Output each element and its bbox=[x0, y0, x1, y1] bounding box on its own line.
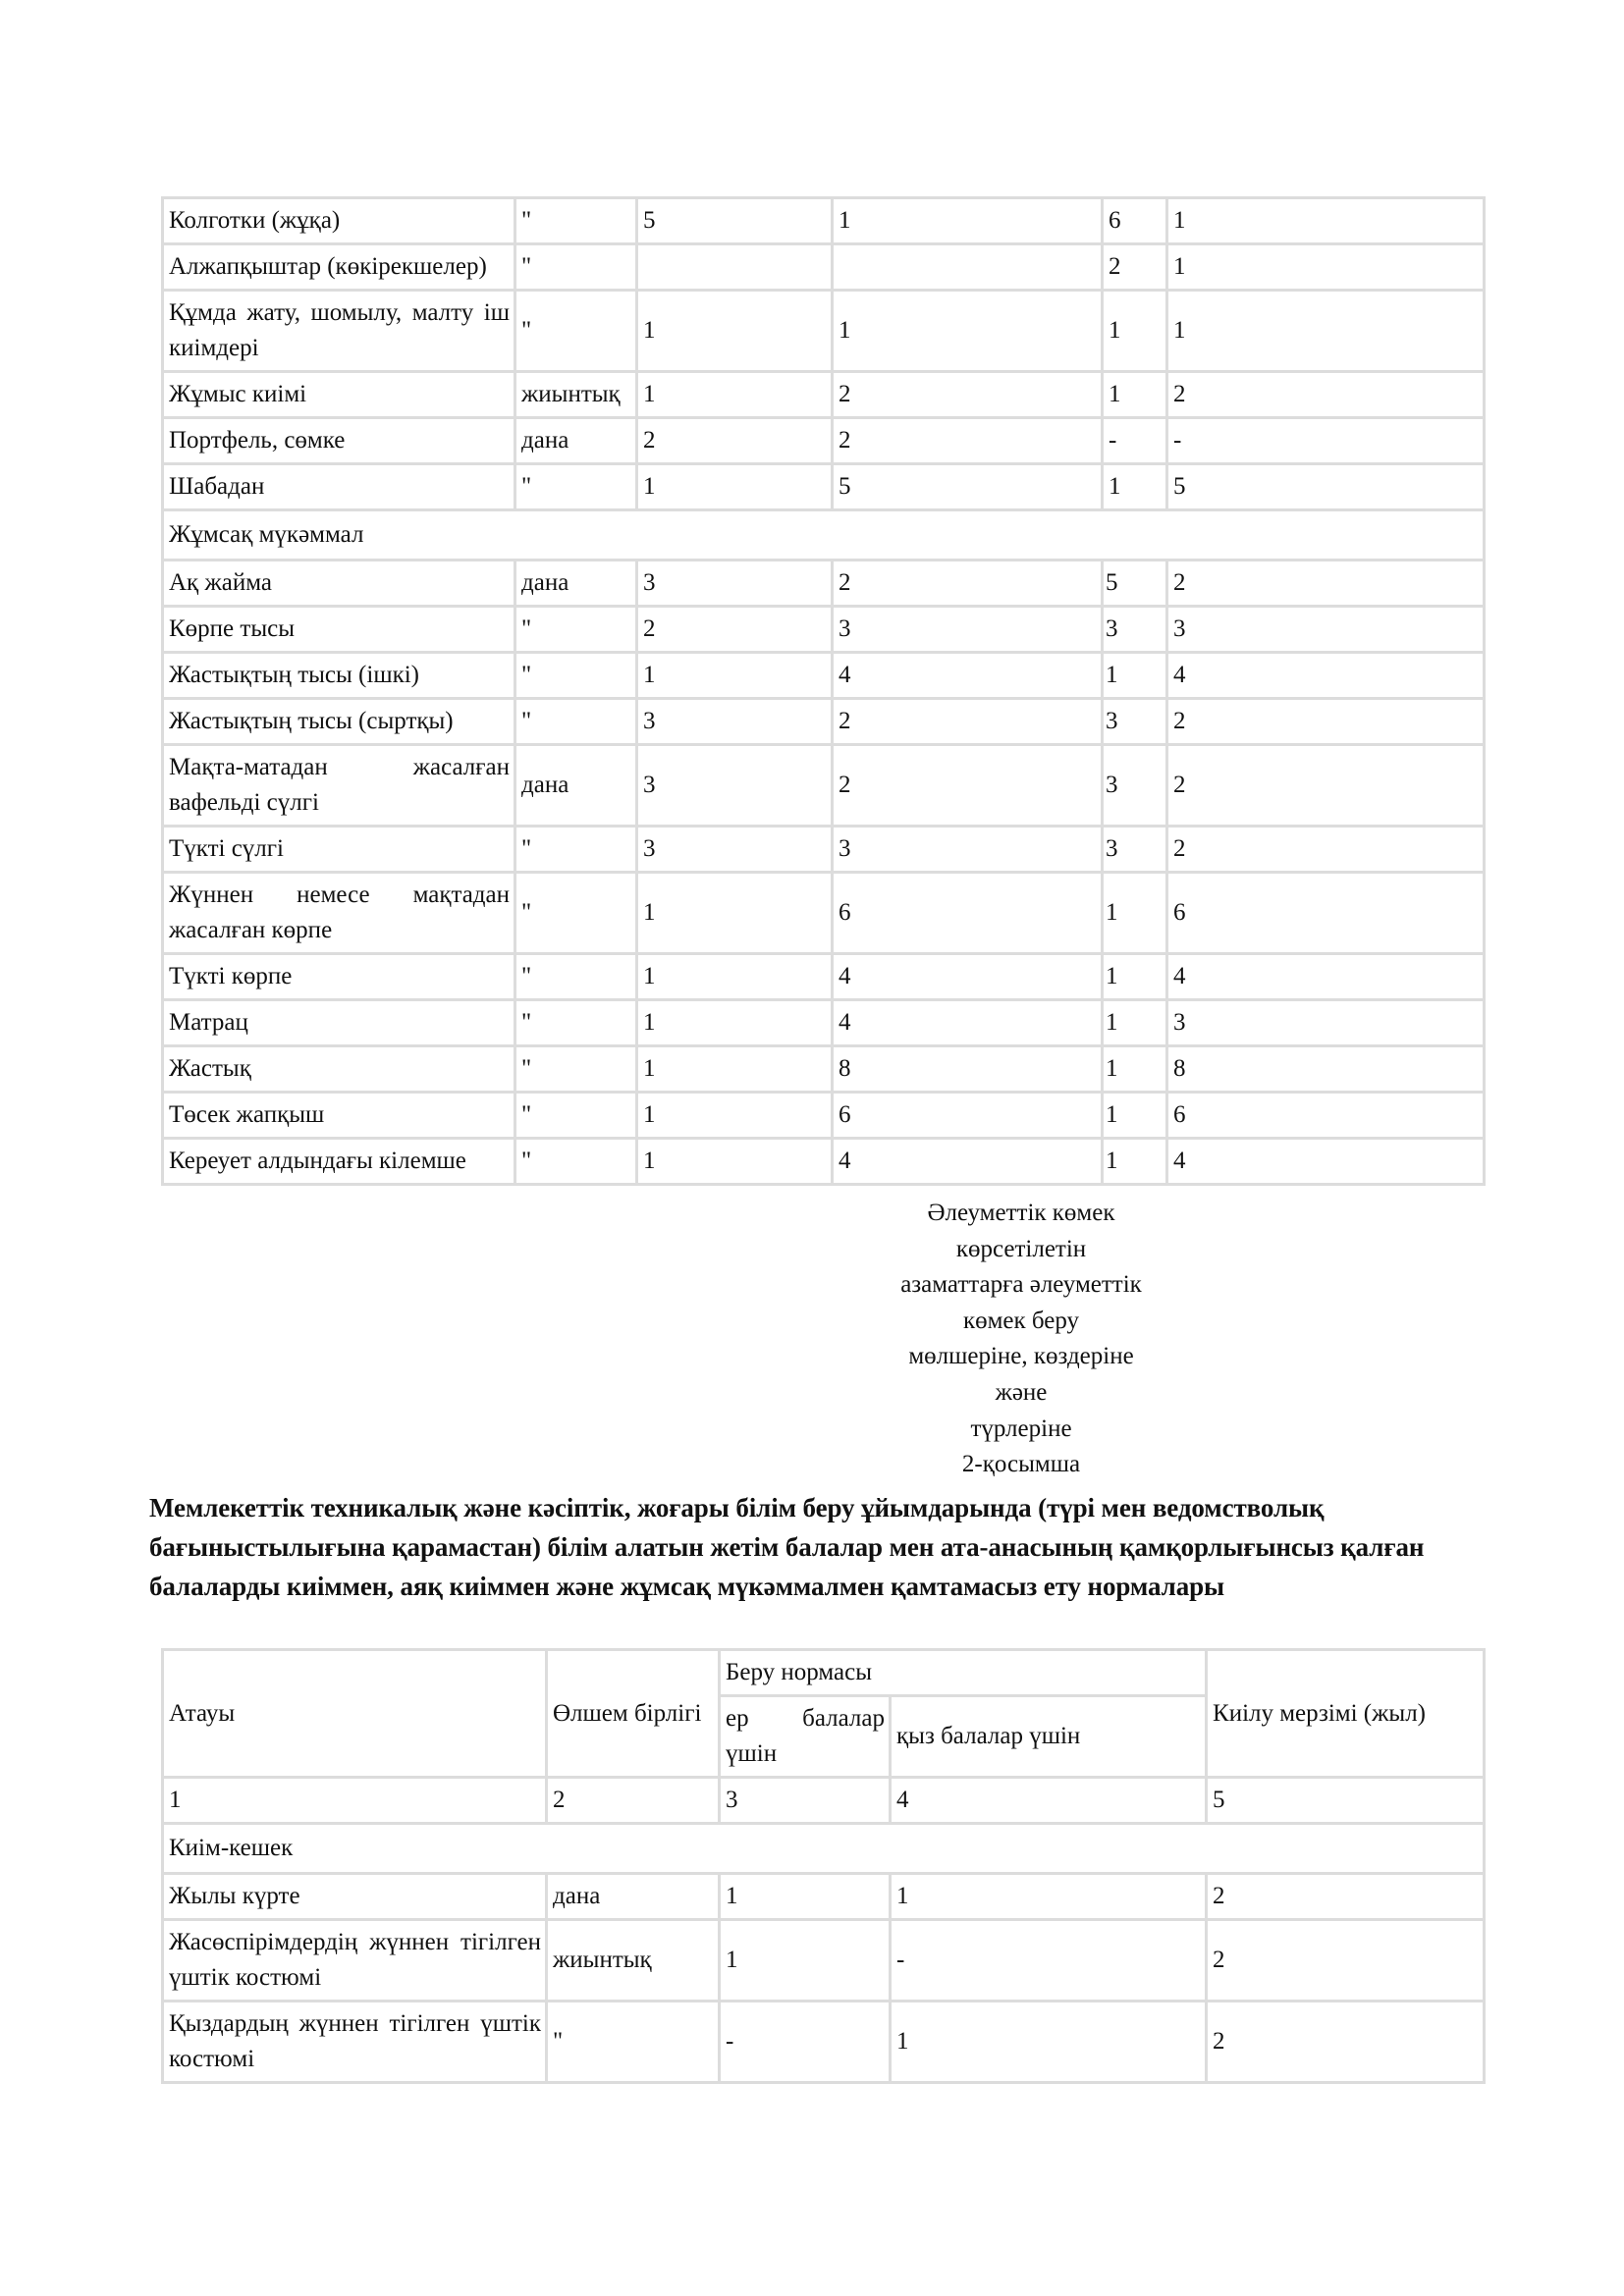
table-row bbox=[163, 1139, 1485, 1185]
table-row bbox=[163, 699, 1485, 745]
item-value: 2 bbox=[1167, 699, 1485, 745]
table-row bbox=[163, 653, 1485, 699]
item-value: 3 bbox=[833, 827, 1103, 873]
item-value: 3 bbox=[833, 607, 1103, 653]
table-row bbox=[163, 561, 1485, 607]
item-name: Жылы күрте bbox=[163, 1874, 547, 1920]
item-value: 2 bbox=[833, 418, 1103, 464]
item-unit: " bbox=[515, 607, 637, 653]
column-numbers-row bbox=[163, 1778, 1485, 1824]
item-value: 1 bbox=[1103, 1139, 1167, 1185]
table-row bbox=[163, 1046, 1485, 1093]
item-value bbox=[637, 244, 833, 291]
item-value: - bbox=[1103, 418, 1167, 464]
item-name: Түкті сүлгі bbox=[163, 827, 515, 873]
item-value: 1 bbox=[833, 198, 1103, 244]
item-value: 1 bbox=[833, 291, 1103, 372]
item-value: 1 bbox=[637, 464, 833, 510]
header-boys: ер балалар үшін bbox=[720, 1696, 891, 1778]
annex-line: Әлеуметтік көмек bbox=[927, 1200, 1115, 1226]
item-name: Жастықтың тысы (ішкі) bbox=[163, 653, 515, 699]
item-value: 3 bbox=[1167, 1000, 1485, 1046]
table-row bbox=[163, 607, 1485, 653]
section-row bbox=[163, 1824, 1485, 1874]
header-name: Атауы bbox=[163, 1650, 547, 1778]
item-value: 5 bbox=[833, 464, 1103, 510]
item-name: Көрпе тысы bbox=[163, 607, 515, 653]
annex-line: мөлшеріне, көздеріне bbox=[908, 1343, 1134, 1370]
item-value: 8 bbox=[833, 1046, 1103, 1093]
item-value: 2 bbox=[1167, 372, 1485, 418]
item-value: 8 bbox=[1167, 1046, 1485, 1093]
item-value: - bbox=[1167, 418, 1485, 464]
section-row bbox=[163, 510, 1485, 561]
item-value: 1 bbox=[637, 1139, 833, 1185]
item-value: 6 bbox=[833, 1093, 1103, 1139]
item-term: 2 bbox=[1207, 1920, 1485, 2002]
item-name: Колготки (жұқа) bbox=[163, 198, 515, 244]
item-name: Жастық bbox=[163, 1046, 515, 1093]
item-value: 3 bbox=[1103, 699, 1167, 745]
annex-line: көрсетілетін bbox=[955, 1235, 1087, 1262]
item-name: Мақта-матадан жасалған вафельді сүлгі bbox=[163, 745, 515, 827]
item-value: 1 bbox=[637, 372, 833, 418]
item-value: 1 bbox=[637, 1093, 833, 1139]
item-value: 4 bbox=[1167, 1139, 1485, 1185]
item-value: 1 bbox=[1103, 1046, 1167, 1093]
table-row bbox=[163, 418, 1485, 464]
item-value: 5 bbox=[637, 198, 833, 244]
item-name: Жасөспірімдердің жүннен тігілген үштік костюмі bbox=[163, 1920, 547, 2002]
item-name: Шабадан bbox=[163, 464, 515, 510]
item-value: 4 bbox=[1167, 653, 1485, 699]
item-name: Ақ жайма bbox=[163, 561, 515, 607]
item-unit: " bbox=[515, 873, 637, 954]
item-unit: дана bbox=[515, 745, 637, 827]
item-value: 1 bbox=[637, 653, 833, 699]
item-value: 6 bbox=[1167, 873, 1485, 954]
column-number: 5 bbox=[1207, 1778, 1485, 1824]
item-value: 3 bbox=[1103, 607, 1167, 653]
item-value-boys: 1 bbox=[720, 1920, 891, 2002]
item-unit: " bbox=[515, 699, 637, 745]
table-row bbox=[163, 1920, 1485, 2002]
table-row bbox=[163, 464, 1485, 510]
item-unit: " bbox=[515, 244, 637, 291]
item-value-girls: 1 bbox=[891, 1874, 1207, 1920]
item-unit: " bbox=[515, 291, 637, 372]
item-value: 3 bbox=[637, 699, 833, 745]
column-number: 1 bbox=[163, 1778, 547, 1824]
item-unit: дана bbox=[515, 561, 637, 607]
item-value: 1 bbox=[1103, 873, 1167, 954]
header-norm: Беру нормасы bbox=[720, 1650, 1207, 1696]
item-value: 1 bbox=[1103, 1000, 1167, 1046]
item-value: 3 bbox=[1167, 607, 1485, 653]
table-row bbox=[163, 372, 1485, 418]
item-value: 5 bbox=[1167, 464, 1485, 510]
document-title: Мемлекеттік техникалық және кәсіптік, жоғары білім беру ұйымдарында (түрі мен ведомстволық бағыныстылығына қарамастан) білім алатын жетім балалар мен ата-анасының қамқорлығынсыз қалған балаларды киіммен, аяқ киіммен және жұмсақ мүкәммалмен қамтамасыз ету нормалары bbox=[149, 1493, 1425, 1601]
item-value bbox=[833, 244, 1103, 291]
table-row bbox=[163, 954, 1485, 1000]
item-unit: " bbox=[515, 1093, 637, 1139]
item-unit: " bbox=[515, 198, 637, 244]
item-value: 1 bbox=[1167, 198, 1485, 244]
header-unit: Өлшем бірлігі bbox=[547, 1650, 720, 1778]
annex-line: түрлеріне bbox=[970, 1415, 1072, 1442]
item-value: 3 bbox=[637, 827, 833, 873]
table-row bbox=[163, 827, 1485, 873]
annex-line: азаматтарға әлеуметтік bbox=[900, 1271, 1142, 1299]
item-name: Жұмыс киімі bbox=[163, 372, 515, 418]
item-value: 6 bbox=[1167, 1093, 1485, 1139]
item-name: Құмда жату, шомылу, малту іш киімдері bbox=[163, 291, 515, 372]
item-value: 4 bbox=[833, 1000, 1103, 1046]
item-value-boys: - bbox=[720, 2002, 891, 2083]
item-value: 2 bbox=[833, 372, 1103, 418]
item-value: 1 bbox=[637, 954, 833, 1000]
item-value-girls: 1 bbox=[891, 2002, 1207, 2083]
item-value: 4 bbox=[833, 653, 1103, 699]
item-value: 6 bbox=[833, 873, 1103, 954]
item-term: 2 bbox=[1207, 1874, 1485, 1920]
item-value: 2 bbox=[1167, 561, 1485, 607]
item-name: Түкті көрпе bbox=[163, 954, 515, 1000]
item-name: Портфель, сөмке bbox=[163, 418, 515, 464]
item-unit: " bbox=[515, 1046, 637, 1093]
section-soft-goods: Жұмсақ мүкәммал bbox=[163, 510, 1485, 561]
item-value: 2 bbox=[833, 745, 1103, 827]
item-value: 1 bbox=[1103, 372, 1167, 418]
item-name: Алжапқыштар (көкірекшелер) bbox=[163, 244, 515, 291]
item-unit: дана bbox=[547, 1874, 720, 1920]
annex-caption bbox=[864, 1196, 1178, 1483]
item-value: 1 bbox=[1103, 464, 1167, 510]
item-value: 2 bbox=[637, 418, 833, 464]
item-value: 2 bbox=[1167, 745, 1485, 827]
column-number: 4 bbox=[891, 1778, 1207, 1824]
column-number: 3 bbox=[720, 1778, 891, 1824]
item-unit: " bbox=[515, 653, 637, 699]
table-row bbox=[163, 2002, 1485, 2083]
item-name: Жастықтың тысы (сыртқы) bbox=[163, 699, 515, 745]
table-row bbox=[163, 291, 1485, 372]
item-value-girls: - bbox=[891, 1920, 1207, 2002]
item-unit: дана bbox=[515, 418, 637, 464]
item-value: 2 bbox=[1103, 244, 1167, 291]
table-row bbox=[163, 198, 1485, 244]
item-name: Жүннен немесе мақтадан жасалған көрпе bbox=[163, 873, 515, 954]
item-value: 2 bbox=[833, 561, 1103, 607]
item-name: Қыздардың жүннен тігілген үштік костюмі bbox=[163, 2002, 547, 2083]
item-unit: " bbox=[515, 1139, 637, 1185]
item-value: 1 bbox=[1167, 244, 1485, 291]
item-value: 3 bbox=[637, 745, 833, 827]
norms-table bbox=[161, 1648, 1486, 2084]
item-value: 2 bbox=[637, 607, 833, 653]
item-value: 4 bbox=[833, 1139, 1103, 1185]
annex-line: 2-қосымша bbox=[961, 1451, 1081, 1478]
item-value: 1 bbox=[637, 1046, 833, 1093]
table-row bbox=[163, 1000, 1485, 1046]
header-row bbox=[163, 1650, 1485, 1696]
item-name: Төсек жапқыш bbox=[163, 1093, 515, 1139]
item-name: Кереует алдындағы кілемше bbox=[163, 1139, 515, 1185]
item-unit: " bbox=[547, 2002, 720, 2083]
item-unit: " bbox=[515, 464, 637, 510]
table-row bbox=[163, 1093, 1485, 1139]
item-value: 3 bbox=[1103, 827, 1167, 873]
item-value: 2 bbox=[833, 699, 1103, 745]
header-girls: қыз балалар үшін bbox=[891, 1696, 1207, 1778]
header-term: Киілу мерзімі (жыл) bbox=[1207, 1650, 1485, 1778]
item-unit: жиынтық bbox=[515, 372, 637, 418]
item-value-boys: 1 bbox=[720, 1874, 891, 1920]
item-value: 1 bbox=[637, 291, 833, 372]
norms-table-continued bbox=[161, 196, 1486, 1186]
item-unit: " bbox=[515, 827, 637, 873]
annex-line: көмек беру bbox=[962, 1307, 1080, 1334]
annex-line: және bbox=[995, 1378, 1048, 1406]
column-number: 2 bbox=[547, 1778, 720, 1824]
item-value: 4 bbox=[1167, 954, 1485, 1000]
item-value: 1 bbox=[1103, 954, 1167, 1000]
item-value: 1 bbox=[1103, 291, 1167, 372]
item-value: 4 bbox=[833, 954, 1103, 1000]
item-value: 1 bbox=[1103, 1093, 1167, 1139]
item-value: 1 bbox=[1167, 291, 1485, 372]
table-row bbox=[163, 873, 1485, 954]
item-value: 1 bbox=[1103, 653, 1167, 699]
item-value: 5 bbox=[1103, 561, 1167, 607]
table-row bbox=[163, 1874, 1485, 1920]
item-name: Матрац bbox=[163, 1000, 515, 1046]
item-value: 6 bbox=[1103, 198, 1167, 244]
item-unit: " bbox=[515, 1000, 637, 1046]
section-clothing: Киім-кешек bbox=[163, 1824, 1485, 1874]
item-value: 3 bbox=[1103, 745, 1167, 827]
table-row bbox=[163, 244, 1485, 291]
item-value: 1 bbox=[637, 873, 833, 954]
item-value: 2 bbox=[1167, 827, 1485, 873]
table-row bbox=[163, 745, 1485, 827]
item-value: 3 bbox=[637, 561, 833, 607]
item-unit: жиынтық bbox=[547, 1920, 720, 2002]
item-value: 1 bbox=[637, 1000, 833, 1046]
item-term: 2 bbox=[1207, 2002, 1485, 2083]
item-unit: " bbox=[515, 954, 637, 1000]
